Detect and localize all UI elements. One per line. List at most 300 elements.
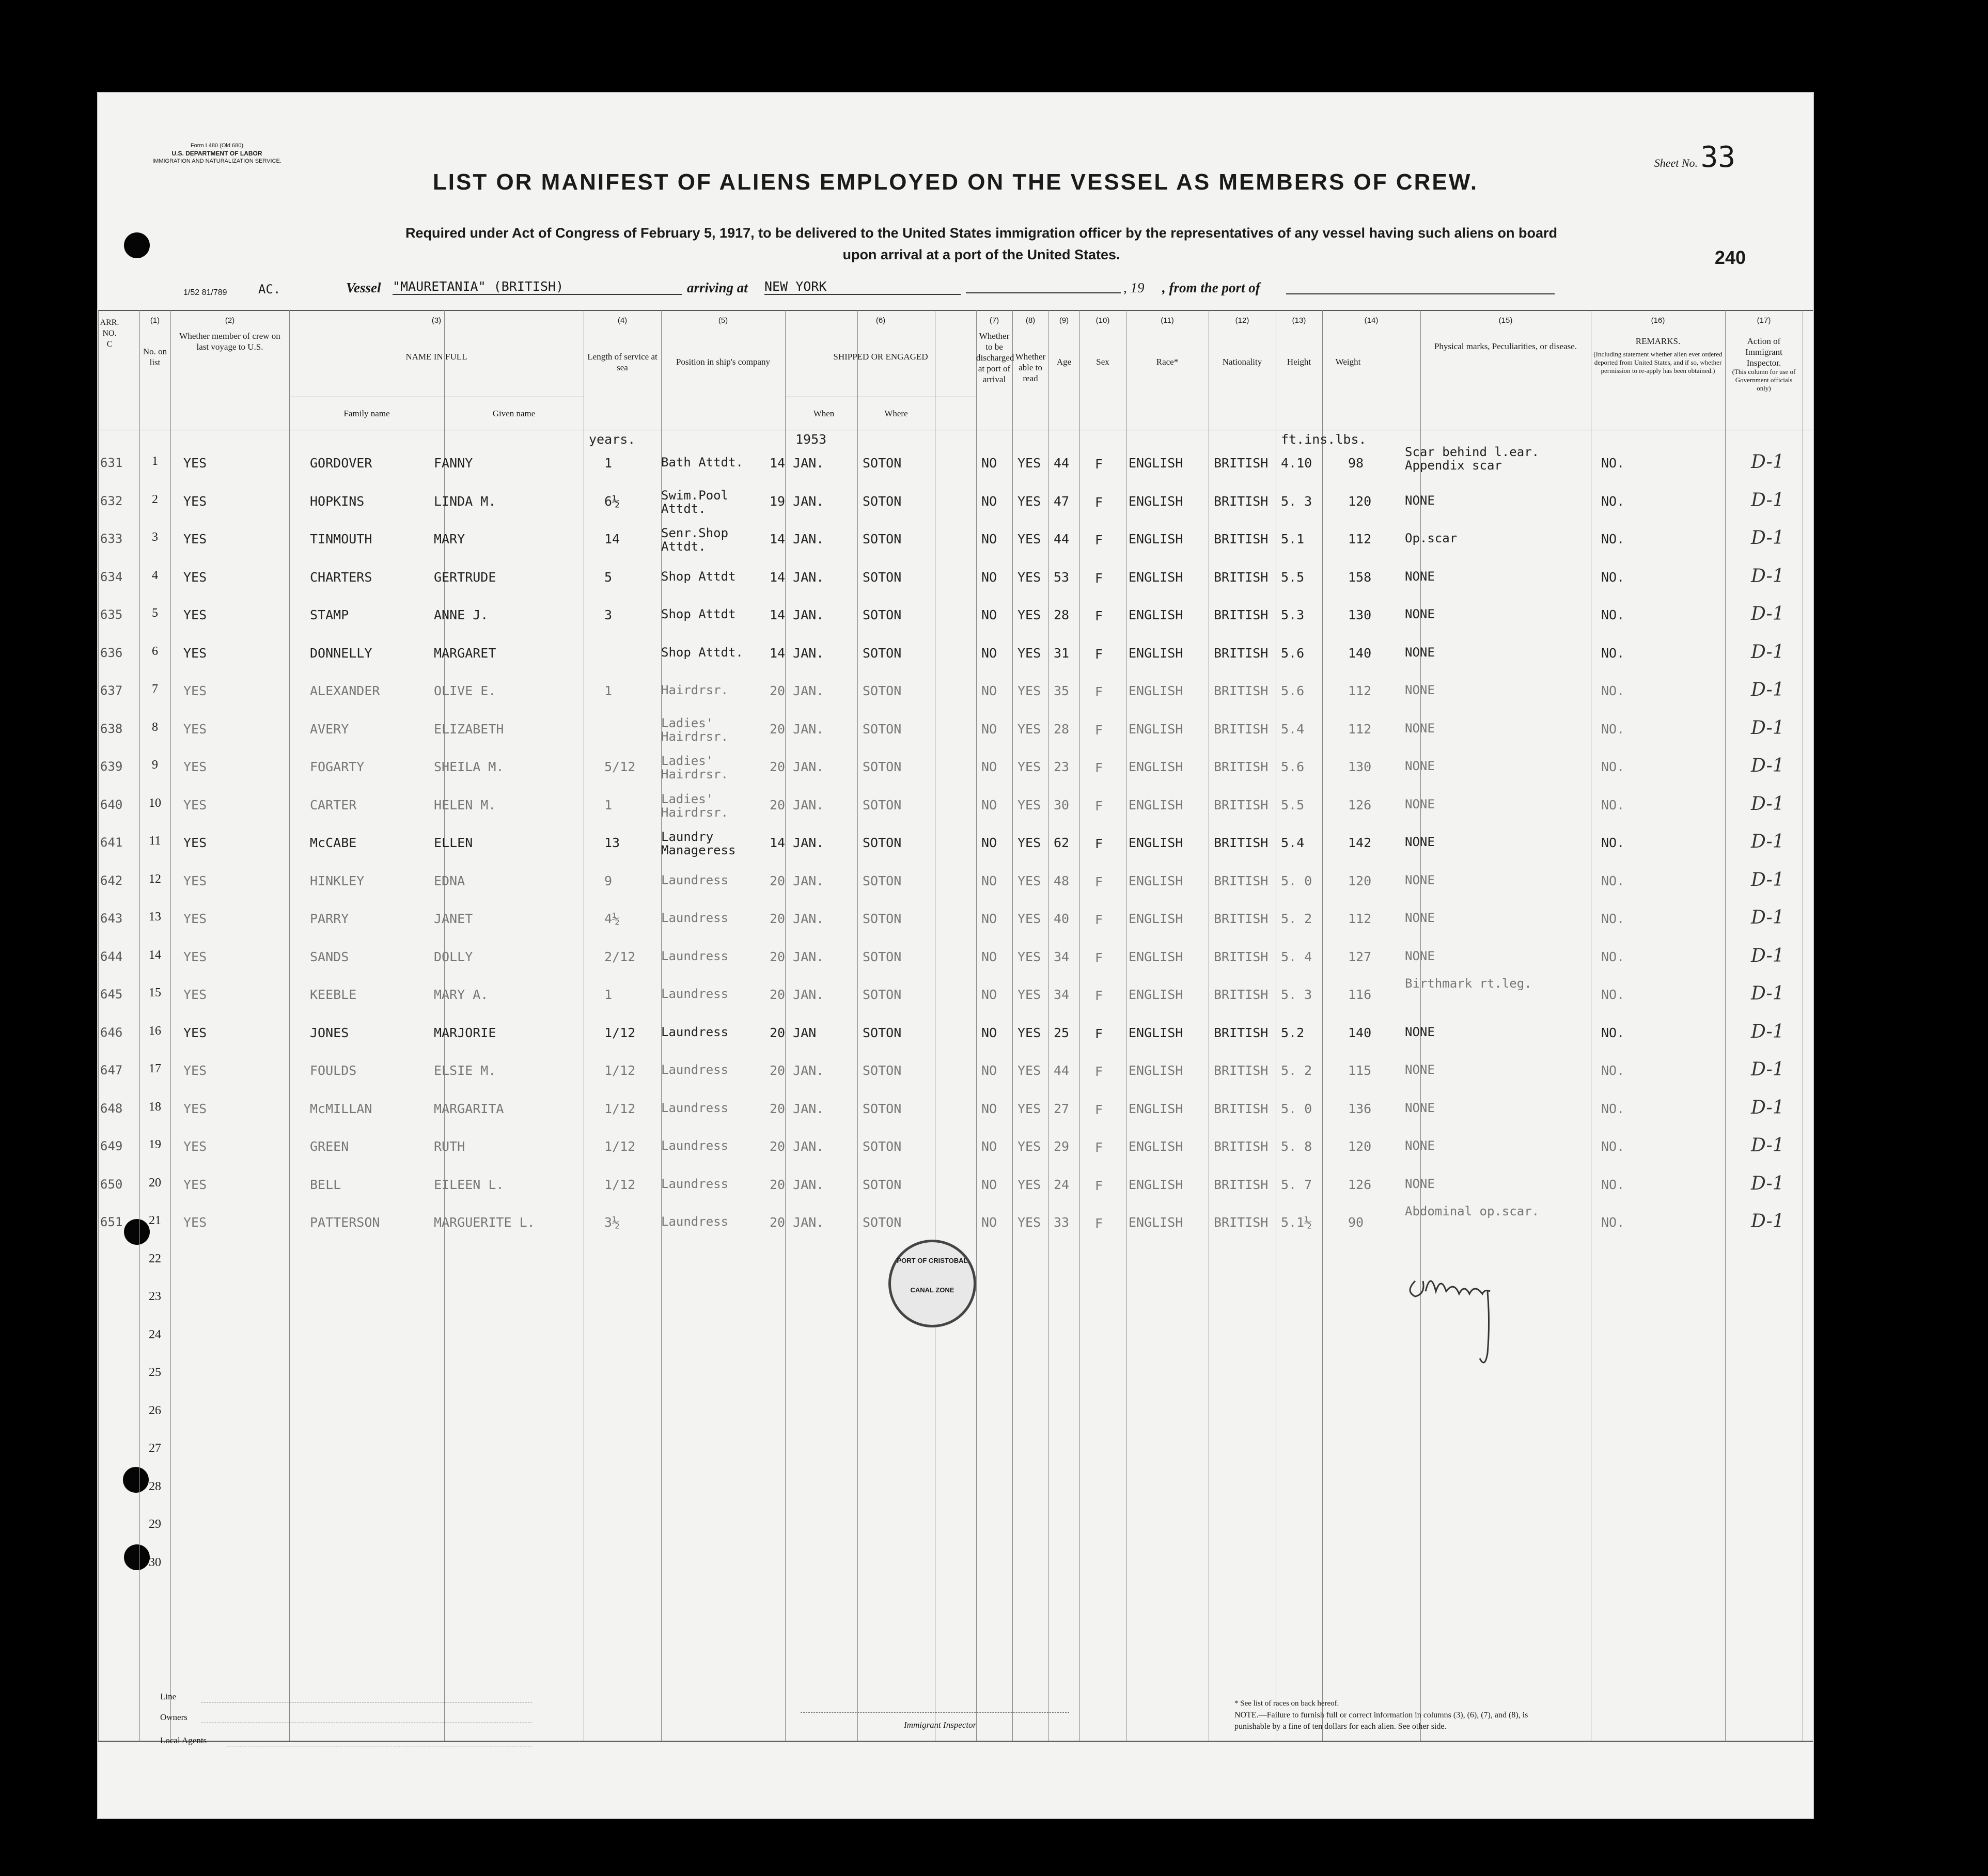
physical-marks: NONE — [1405, 1100, 1435, 1115]
age: 31 — [1054, 645, 1070, 661]
remarks: NO. — [1601, 1063, 1625, 1078]
physical-marks: NONE — [1405, 835, 1435, 849]
sex: F — [1095, 874, 1103, 889]
arrival-number: 646 — [100, 1025, 123, 1040]
table-bottom-rule — [98, 1741, 1813, 1742]
row-number: 28 — [149, 1479, 161, 1493]
column-number: (8) — [1025, 316, 1036, 325]
column-rule — [289, 310, 290, 1741]
inspector-action: D-1 — [1751, 755, 1784, 776]
position: Laundress — [661, 1176, 729, 1191]
height: 5.6 — [1281, 759, 1305, 774]
sex: F — [1095, 1140, 1103, 1155]
height: 5. 4 — [1281, 949, 1312, 964]
discharged: NO — [981, 1139, 997, 1154]
position: Shop Attdt — [661, 607, 736, 621]
physical-marks: Abdominal op.scar. — [1405, 1204, 1540, 1218]
family-name: FOULDS — [310, 1063, 357, 1078]
age: 29 — [1054, 1139, 1070, 1154]
length-of-service: 1/12 — [604, 1177, 636, 1192]
age: 27 — [1054, 1101, 1070, 1116]
able-to-read: YES — [1018, 1025, 1041, 1040]
row-number: 18 — [149, 1100, 161, 1114]
col-able-to-read: Whether able to read — [1015, 352, 1046, 383]
family-name: FOGARTY — [310, 759, 365, 774]
shipped-where: SOTON — [863, 1063, 902, 1078]
able-to-read: YES — [1018, 911, 1041, 926]
column-number: (17) — [1757, 316, 1771, 325]
discharged: NO — [981, 607, 997, 622]
remarks: NO. — [1601, 759, 1625, 774]
column-rule — [1048, 310, 1049, 1741]
discharged: NO — [981, 1063, 997, 1078]
length-of-service: 1 — [604, 683, 613, 698]
family-name: STAMP — [310, 607, 349, 622]
remarks: NO. — [1601, 797, 1625, 812]
col-length-of-service: Length of service at sea — [587, 352, 658, 372]
arrival-number-label: ARR. NO. C — [100, 318, 119, 349]
shipped-where: SOTON — [863, 683, 902, 698]
height: 5. 7 — [1281, 1177, 1312, 1192]
inspector-action: D-1 — [1751, 869, 1784, 890]
age: 28 — [1054, 607, 1070, 622]
penalty-note-line-2: punishable by a fine of ten dollars for each alien. See other side. — [1234, 1722, 1447, 1731]
row-number: 1 — [152, 455, 158, 468]
sex: F — [1095, 988, 1103, 1003]
height: 5.4 — [1281, 835, 1305, 850]
remarks: NO. — [1601, 645, 1625, 661]
from-port-blank — [1286, 292, 1555, 294]
length-of-service: 9 — [604, 873, 613, 888]
row-number: 21 — [149, 1214, 161, 1227]
discharged: NO — [981, 1215, 997, 1230]
weight: 90 — [1348, 1215, 1364, 1230]
crew-last-voyage: YES — [183, 835, 207, 850]
position: Laundry Manageress — [661, 830, 736, 857]
weight: 158 — [1348, 569, 1372, 585]
race: ENGLISH — [1129, 873, 1183, 888]
family-name: BELL — [310, 1177, 341, 1192]
discharged: NO — [981, 493, 997, 509]
crew-last-voyage: YES — [183, 1101, 207, 1116]
remarks: NO. — [1601, 531, 1625, 546]
sex: F — [1095, 533, 1103, 548]
position: Laundress — [661, 872, 729, 887]
nationality: BRITISH — [1214, 456, 1269, 471]
able-to-read: YES — [1018, 493, 1041, 509]
shipped-when: 20 JAN — [770, 1025, 817, 1040]
discharged: NO — [981, 1101, 997, 1116]
remarks: NO. — [1601, 569, 1625, 585]
given-name: OLIVE E. — [434, 683, 496, 698]
length-of-service: 5/12 — [604, 759, 636, 774]
column-number: (5) — [718, 316, 728, 325]
ac-code: AC. — [258, 282, 281, 296]
arrival-number: 648 — [100, 1101, 123, 1116]
row-number: 29 — [149, 1518, 161, 1531]
column-number: (15) — [1498, 316, 1513, 325]
subtitle-line-2: upon arrival at a port of the United States. — [842, 247, 1120, 262]
year-prefix: , 19 — [1123, 280, 1145, 295]
age: 23 — [1054, 759, 1070, 774]
inspector-action: D-1 — [1751, 1211, 1784, 1232]
race: ENGLISH — [1129, 759, 1183, 774]
nationality: BRITISH — [1214, 683, 1269, 698]
shipped-when: 14 JAN. — [770, 607, 824, 622]
arriving-port: NEW YORK — [764, 279, 961, 295]
shipped-where: SOTON — [863, 645, 902, 661]
position: Senr.Shop Attdt. — [661, 526, 729, 554]
inspector-action: D-1 — [1751, 641, 1784, 663]
shipped-when: 14 JAN. — [770, 835, 824, 850]
column-number: (2) — [225, 316, 235, 325]
weight: 142 — [1348, 835, 1372, 850]
sex: F — [1095, 1178, 1103, 1193]
position: Swim.Pool Attdt. — [661, 488, 729, 516]
physical-marks: NONE — [1405, 1024, 1435, 1039]
port-stamp — [888, 1240, 976, 1327]
column-number: (12) — [1235, 316, 1249, 325]
row-number: 12 — [149, 872, 161, 886]
units-years: years. — [589, 432, 636, 447]
given-name: DOLLY — [434, 949, 473, 964]
col-age: Age — [1056, 357, 1072, 367]
remarks: NO. — [1601, 1139, 1625, 1154]
nationality: BRITISH — [1214, 645, 1269, 661]
physical-marks: Op.scar — [1405, 531, 1458, 545]
crew-last-voyage: YES — [183, 949, 207, 964]
able-to-read: YES — [1018, 873, 1041, 888]
row-number: 4 — [152, 568, 158, 582]
family-name: KEEBLE — [310, 987, 357, 1002]
physical-marks: NONE — [1405, 493, 1435, 508]
shipped-when: 20 JAN. — [770, 721, 824, 737]
given-name: JANET — [434, 911, 473, 926]
discharged: NO — [981, 797, 997, 812]
height: 5.3 — [1281, 607, 1305, 622]
col-action-note: (This column for use of Government officials only) — [1732, 368, 1796, 392]
height: 4.10 — [1281, 456, 1312, 471]
weight: 136 — [1348, 1101, 1372, 1116]
race: ENGLISH — [1129, 1101, 1183, 1116]
arrival-number: 635 — [100, 607, 123, 622]
crew-table — [98, 310, 1813, 1741]
column-rule — [170, 310, 171, 1741]
physical-marks: NONE — [1405, 1176, 1435, 1191]
race: ENGLISH — [1129, 1215, 1183, 1230]
arrival-number: 642 — [100, 873, 123, 888]
crew-last-voyage: YES — [183, 1063, 207, 1078]
sex: F — [1095, 912, 1103, 927]
family-name: HOPKINS — [310, 493, 365, 509]
service-name: IMMIGRATION AND NATURALIZATION SERVICE. — [152, 158, 281, 164]
stamp-text-top: PORT OF CRISTOBAL — [897, 1257, 968, 1264]
arrival-number: 650 — [100, 1177, 123, 1192]
height: 5. 3 — [1281, 987, 1312, 1002]
shipped-when: 20 JAN. — [770, 873, 824, 888]
inspector-action: D-1 — [1751, 831, 1784, 852]
nationality: BRITISH — [1214, 949, 1269, 964]
age: 40 — [1054, 911, 1070, 926]
row-number: 23 — [149, 1290, 161, 1303]
column-rule — [1725, 310, 1726, 1741]
column-number: (10) — [1095, 316, 1110, 325]
column-rule — [857, 310, 858, 1741]
family-name: JONES — [310, 1025, 349, 1040]
physical-marks: NONE — [1405, 948, 1435, 963]
discharged: NO — [981, 721, 997, 737]
row-number: 22 — [149, 1252, 161, 1265]
shipped-where: SOTON — [863, 1101, 902, 1116]
shipped-where: SOTON — [863, 721, 902, 737]
able-to-read: YES — [1018, 1101, 1041, 1116]
shipped-where: SOTON — [863, 1139, 902, 1154]
column-rule — [98, 310, 99, 1741]
shipped-when: 20 JAN. — [770, 911, 824, 926]
arrival-number: 641 — [100, 835, 123, 850]
age: 28 — [1054, 721, 1070, 737]
weight: 112 — [1348, 721, 1372, 737]
discharged: NO — [981, 569, 997, 585]
crew-last-voyage: YES — [183, 569, 207, 585]
col-sex: Sex — [1096, 357, 1109, 367]
height: 5.6 — [1281, 645, 1305, 661]
form-code: 1/52 81/789 — [183, 288, 227, 297]
physical-marks: NONE — [1405, 645, 1435, 660]
physical-marks: NONE — [1405, 721, 1435, 736]
crew-last-voyage: YES — [183, 1025, 207, 1040]
crew-last-voyage: YES — [183, 456, 207, 471]
sex: F — [1095, 798, 1103, 814]
shipped-where: SOTON — [863, 1177, 902, 1192]
column-number: (16) — [1651, 316, 1665, 325]
inspector-action: D-1 — [1751, 717, 1784, 739]
reference-number: 240 — [1714, 247, 1746, 268]
height: 5.1 — [1281, 531, 1305, 546]
inspector-action: D-1 — [1751, 679, 1784, 700]
given-name: HELEN M. — [434, 797, 496, 812]
given-name: FANNY — [434, 456, 473, 471]
family-name: CARTER — [310, 797, 357, 812]
age: 44 — [1054, 456, 1070, 471]
remarks: NO. — [1601, 873, 1625, 888]
shipped-where: SOTON — [863, 531, 902, 546]
remarks: NO. — [1601, 456, 1625, 471]
able-to-read: YES — [1018, 987, 1041, 1002]
column-rule — [976, 310, 977, 1741]
nationality: BRITISH — [1214, 797, 1269, 812]
nationality: BRITISH — [1214, 911, 1269, 926]
age: 35 — [1054, 683, 1070, 698]
race: ENGLISH — [1129, 683, 1183, 698]
inspector-signature — [1400, 1260, 1534, 1384]
col-physical-marks: Physical marks, Peculiarities, or disease. — [1434, 341, 1577, 351]
inspector-action: D-1 — [1751, 1097, 1784, 1118]
table-top-rule — [98, 310, 1813, 311]
discharged: NO — [981, 683, 997, 698]
arriving-label: arriving at — [687, 280, 748, 295]
race: ENGLISH — [1129, 1063, 1183, 1078]
discharged: NO — [981, 456, 997, 471]
given-name: ELIZABETH — [434, 721, 504, 737]
nationality: BRITISH — [1214, 1101, 1269, 1116]
race: ENGLISH — [1129, 1025, 1183, 1040]
length-of-service: 13 — [604, 835, 620, 850]
column-number: (3) — [431, 316, 442, 325]
inspector-action: D-1 — [1751, 1172, 1784, 1194]
inspector-action: D-1 — [1751, 565, 1784, 587]
column-number: (6) — [875, 316, 886, 325]
column-rule — [1079, 310, 1080, 1741]
crew-last-voyage: YES — [183, 645, 207, 661]
weight: 112 — [1348, 683, 1372, 698]
weight: 98 — [1348, 456, 1364, 471]
position: Laundress — [661, 911, 729, 925]
weight: 130 — [1348, 759, 1372, 774]
race: ENGLISH — [1129, 797, 1183, 812]
weight: 116 — [1348, 987, 1372, 1002]
shipped-when: 20 JAN. — [770, 1139, 824, 1154]
physical-marks: NONE — [1405, 759, 1435, 773]
sex: F — [1095, 722, 1103, 738]
race: ENGLISH — [1129, 493, 1183, 509]
able-to-read: YES — [1018, 569, 1041, 585]
remarks: NO. — [1601, 1101, 1625, 1116]
stamp-text-bottom: CANAL ZONE — [910, 1286, 954, 1294]
nationality: BRITISH — [1214, 1063, 1269, 1078]
crew-last-voyage: YES — [183, 683, 207, 698]
column-number: (4) — [617, 316, 628, 325]
remarks: NO. — [1601, 1215, 1625, 1230]
length-of-service: 5 — [604, 569, 613, 585]
sex: F — [1095, 836, 1103, 851]
age: 48 — [1054, 873, 1070, 888]
arrival-number: 639 — [100, 759, 123, 774]
length-of-service: 3½ — [604, 1215, 620, 1230]
col-discharged: Whether to be discharged at port of arrival — [976, 331, 1014, 384]
height: 5.4 — [1281, 721, 1305, 737]
weight: 126 — [1348, 1177, 1372, 1192]
col-given-name: Given name — [492, 409, 536, 418]
position: Ladies' Hairdrsr. — [661, 791, 729, 820]
nationality: BRITISH — [1214, 1025, 1269, 1040]
row-number: 27 — [149, 1442, 161, 1455]
position: Laundress — [661, 1214, 729, 1229]
family-name: DONNELLY — [310, 645, 372, 661]
inspector-action: D-1 — [1751, 945, 1784, 966]
from-port-label: , from the port of — [1162, 280, 1260, 295]
line-label: Line — [160, 1692, 177, 1701]
row-number: 20 — [149, 1176, 161, 1190]
physical-marks: NONE — [1405, 872, 1435, 887]
discharged: NO — [981, 949, 997, 964]
nationality: BRITISH — [1214, 759, 1269, 774]
given-name: EDNA — [434, 873, 465, 888]
able-to-read: YES — [1018, 456, 1041, 471]
shipped-when: 20 JAN. — [770, 1177, 824, 1192]
column-number: (11) — [1161, 316, 1174, 325]
given-name: EILEEN L. — [434, 1177, 504, 1192]
weight: 140 — [1348, 645, 1372, 661]
able-to-read: YES — [1018, 1063, 1041, 1078]
length-of-service: 4½ — [604, 911, 620, 926]
able-to-read: YES — [1018, 683, 1041, 698]
discharged: NO — [981, 987, 997, 1002]
race: ENGLISH — [1129, 531, 1183, 546]
position: Bath Attdt. — [661, 455, 743, 470]
remarks: NO. — [1601, 1177, 1625, 1192]
physical-marks: NONE — [1405, 607, 1435, 621]
given-name: GERTRUDE — [434, 569, 496, 585]
row-number: 26 — [149, 1403, 161, 1417]
age: 34 — [1054, 949, 1070, 964]
family-name: SANDS — [310, 949, 349, 964]
family-name: McCABE — [310, 835, 357, 850]
col-crew-last-voyage: Whether member of crew on last voyage to U.S. — [179, 331, 280, 352]
family-name: AVERY — [310, 721, 349, 737]
height: 5.5 — [1281, 797, 1305, 812]
remarks: NO. — [1601, 683, 1625, 698]
discharged: NO — [981, 1177, 997, 1192]
shipped-where: SOTON — [863, 873, 902, 888]
weight: 130 — [1348, 607, 1372, 622]
row-number: 16 — [149, 1024, 161, 1038]
length-of-service: 1/12 — [604, 1101, 636, 1116]
family-name: McMILLAN — [310, 1101, 372, 1116]
col-remarks-note: (Including statement whether alien ever ordered deported from United States, and if so, whether permission to re-apply has been obtained.) — [1593, 350, 1723, 374]
age: 44 — [1054, 531, 1070, 546]
race: ENGLISH — [1129, 835, 1183, 850]
arrival-number: 638 — [100, 721, 123, 736]
given-name: MARJORIE — [434, 1025, 496, 1040]
arrival-number: 634 — [100, 569, 123, 584]
able-to-read: YES — [1018, 1177, 1041, 1192]
age: 33 — [1054, 1215, 1070, 1230]
document-subtitle — [320, 222, 1642, 265]
shipped-when: 14 JAN. — [770, 645, 824, 661]
race: ENGLISH — [1129, 949, 1183, 964]
row-number: 11 — [149, 834, 161, 848]
length-of-service: 1/12 — [604, 1063, 636, 1078]
length-of-service: 1/12 — [604, 1139, 636, 1154]
position: Laundress — [661, 1024, 729, 1039]
given-name: MARY — [434, 531, 465, 546]
nationality: BRITISH — [1214, 873, 1269, 888]
position: Laundress — [661, 948, 729, 963]
row-number: 25 — [149, 1366, 161, 1379]
nationality: BRITISH — [1214, 987, 1269, 1002]
shipped-when: 20 JAN. — [770, 683, 824, 698]
race: ENGLISH — [1129, 456, 1183, 471]
able-to-read: YES — [1018, 1215, 1041, 1230]
race: ENGLISH — [1129, 721, 1183, 737]
units-year: 1953 — [795, 432, 827, 447]
shipped-where: SOTON — [863, 569, 902, 585]
arrival-number: 643 — [100, 911, 123, 926]
col-where: Where — [884, 409, 908, 418]
department-name: U.S. DEPARTMENT OF LABOR — [171, 150, 262, 157]
able-to-read: YES — [1018, 759, 1041, 774]
sex: F — [1095, 950, 1103, 965]
column-rule — [1012, 310, 1013, 1741]
sheet-number-label: Sheet No. — [1654, 157, 1698, 169]
local-agents-label: Local Agents — [160, 1736, 207, 1745]
nationality: BRITISH — [1214, 835, 1269, 850]
crew-last-voyage: YES — [183, 873, 207, 888]
family-name: GORDOVER — [310, 456, 372, 471]
length-of-service: 1 — [604, 456, 613, 471]
height: 5. 0 — [1281, 873, 1312, 888]
